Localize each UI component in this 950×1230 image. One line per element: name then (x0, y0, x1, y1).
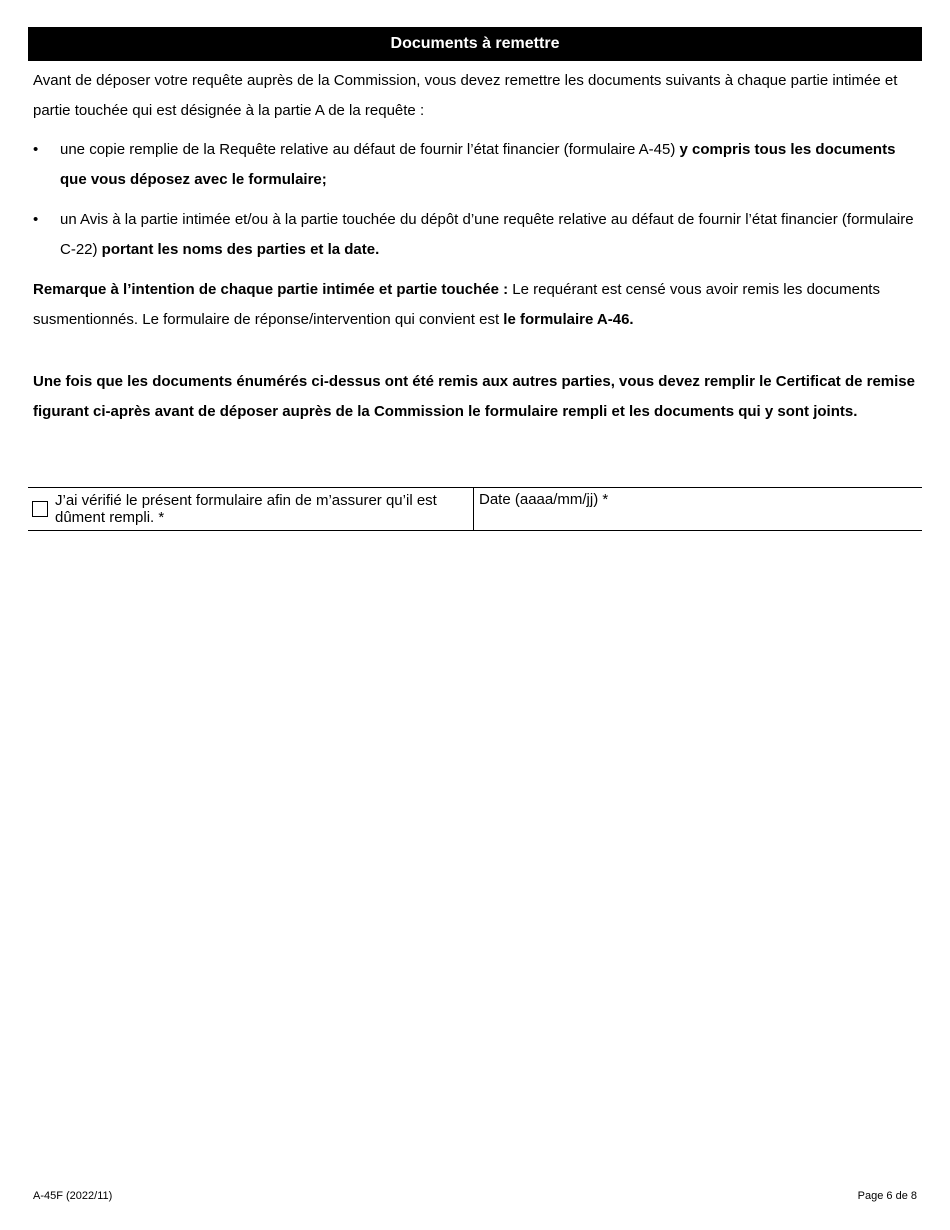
remark-text: Le requérant est censé vous avoir remis les documents susmentionnés. Le formulaire de réponse/intervention qui convient est (33, 281, 880, 328)
section-title: Documents à remettre (390, 35, 560, 52)
bullet-icon: • (33, 211, 39, 228)
list-item-bold-text: y compris tous les documents que vous déposez avec le formulaire; (60, 141, 896, 188)
list-item-text: un Avis à la partie intimée et/ou à la partie touchée du dépôt d’une requête relative au défaut de fournir l’état financier (formulaire C-22) (60, 211, 914, 258)
date-field[interactable] (474, 488, 922, 530)
final-instruction: Une fois que les documents énumérés ci-dessus ont été remis aux autres parties, vous devez remplir le Certificat de remise figurant ci-après avant de déposer auprès de la Commission le formulaire rempli et les documents qui y sont joints. (33, 373, 915, 420)
remark-form-reference: le formulaire A-46. (503, 310, 634, 328)
form-code: A-45F (2022/11) (33, 1190, 113, 1202)
verification-label: J’ai vérifié le présent formulaire afin de m’assurer qu’il est dûment rempli. * (55, 492, 437, 526)
date-label: Date (aaaa/mm/jj) * (479, 491, 609, 508)
list-item (33, 205, 917, 264)
list-item-bold-text: portant les noms des parties et la date. (97, 240, 380, 258)
list-item (33, 135, 917, 194)
intro-paragraph: Avant de déposer votre requête auprès de la Commission, vous devez remettre les documents suivants à chaque partie intimée et partie touchée qui est désignée à la partie A de la requête : (33, 72, 898, 119)
remark-paragraph (33, 275, 917, 334)
verification-checkbox[interactable] (32, 501, 48, 517)
list-item-text: une copie remplie de la Requête relative au défaut de fournir l’état financier (formulaire A-45) (60, 141, 676, 158)
documents-list (33, 135, 917, 264)
section-header (28, 27, 922, 61)
remark-label: Remarque à l’intention de chaque partie intimée et partie touchée : (33, 281, 509, 298)
instructions-content (33, 66, 917, 426)
page-number: Page 6 de 8 (857, 1190, 917, 1202)
bullet-icon: • (33, 141, 39, 158)
verification-cell (28, 488, 474, 530)
certification-table (28, 487, 922, 531)
